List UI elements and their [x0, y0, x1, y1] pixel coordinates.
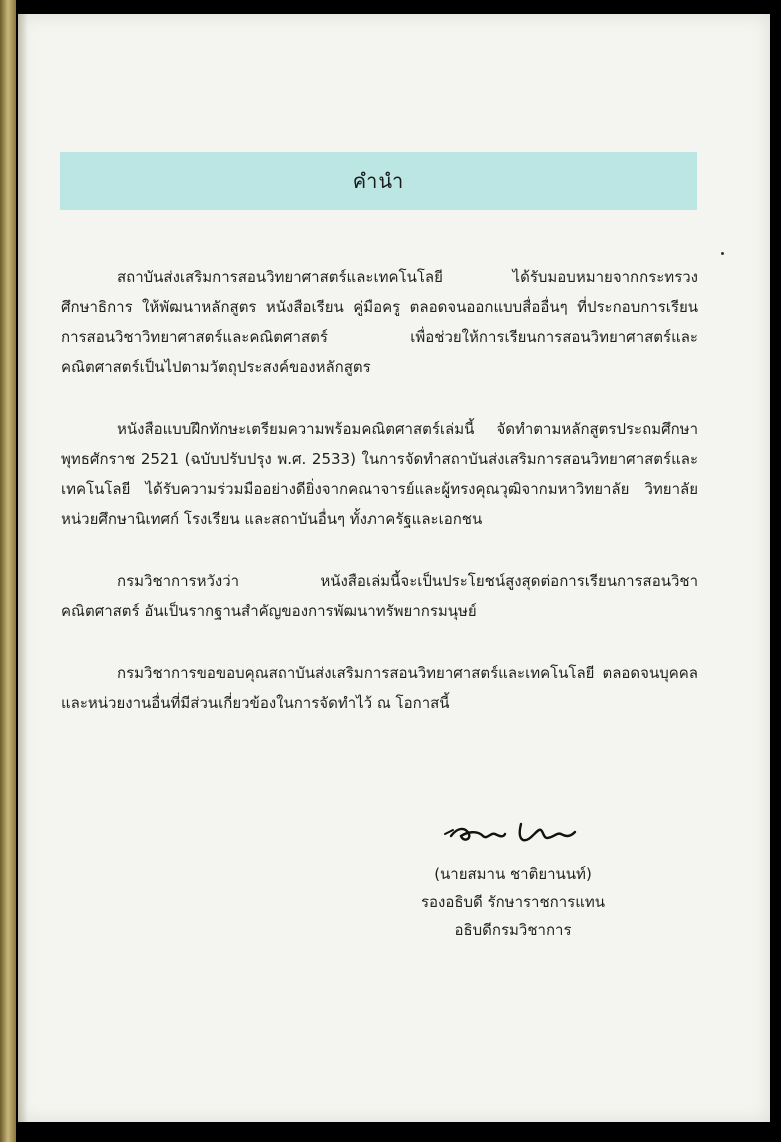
page-title: คำนำ	[352, 169, 405, 193]
handwritten-signature	[443, 814, 583, 850]
paragraph-1: สถาบันส่งเสริมการสอนวิทยาศาสตร์และเทคโนโลยี ได้รับมอบหมายจากกระทรวงศึกษาธิการ ให้พัฒนาหลักสูตร หนังสือเรียน คู่มือครู ตลอดจนออกแบบสื่ออื่นๆ ที่ประกอบการเรียนการสอนวิชาวิทยาศาสตร์และคณิตศาสตร์ เพื่อช่วยให้การเรียนการสอนวิทยาศาสตร์และคณิตศาสตร์เป็นไปตามวัตถุประสงค์ของหลักสูตร	[61, 268, 698, 376]
paragraph-4: กรมวิชาการขอขอบคุณสถาบันส่งเสริมการสอนวิทยาศาสตร์และเทคโนโลยี ตลอดจนบุคคลและหน่วยงานอื่นที่มีส่วนเกี่ยวข้องในการจัดทำไว้ ณ โอกาสนี้	[61, 664, 698, 712]
signature-block	[378, 814, 648, 944]
signatory-title: อธิบดีกรมวิชาการ	[454, 921, 572, 939]
book-spine-edge	[0, 0, 16, 1142]
preface-body	[61, 262, 698, 750]
page-fold-shadow	[18, 14, 28, 1122]
document-page	[18, 14, 770, 1122]
speck-mark	[721, 252, 724, 255]
paragraph-3: กรมวิชาการหวังว่า หนังสือเล่มนี้จะเป็นประโยชน์สูงสุดต่อการเรียนการสอนวิชาคณิตศาสตร์ อันเป็นรากฐานสำคัญของการพัฒนาทรัพยากรมนุษย์	[61, 572, 698, 620]
title-band	[60, 152, 697, 210]
signatory-position: รองอธิบดี รักษาราชการแทน	[420, 893, 606, 911]
signatory-name: (นายสมาน ชาติยานนท์)	[434, 865, 592, 883]
paragraph-2: หนังสือแบบฝึกทักษะเตรียมความพร้อมคณิตศาสตร์เล่มนี้ จัดทำตามหลักสูตรประถมศึกษา พุทธศักราช 2521 (ฉบับปรับปรุง พ.ศ. 2533) ในการจัดทำสถาบันส่งเสริมการสอนวิทยาศาสตร์และเทคโนโลยี ได้รับความร่วมมืออย่างดียิ่งจากคณาจารย์และผู้ทรงคุณวุฒิจากมหาวิทยาลัย วิทยาลัย หน่วยศึกษานิเทศก์ โรงเรียน และสถาบันอื่นๆ ทั้งภาครัฐและเอกชน	[61, 420, 698, 528]
